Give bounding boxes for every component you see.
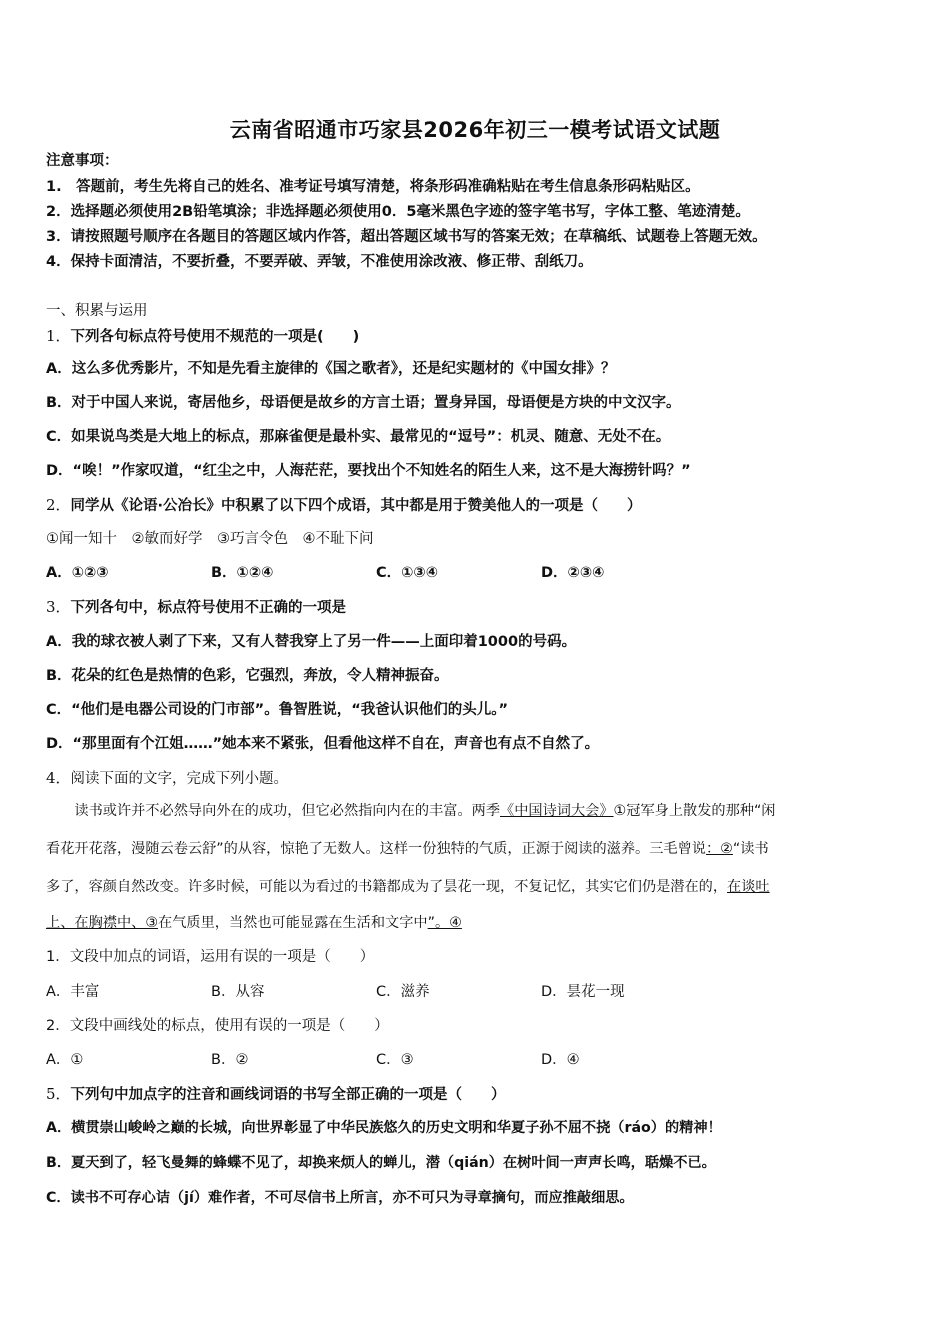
passage-line	[46, 839, 769, 859]
passage-text: 在气质里，当然也可能显露在生活和文字中	[158, 915, 428, 931]
question-3	[46, 597, 346, 618]
option-c: C．滋养	[376, 984, 430, 1000]
question-stem: 同学从《论语·公冶长》中积累了以下四个成语，其中都是用于赞美他人的一项是（ ）	[70, 498, 642, 514]
question-stem: 阅读下面的文字，完成下列小题。	[70, 771, 289, 787]
question-stem: 下列句中加点字的注音和画线词语的书写全部正确的一项是（ ）	[70, 1087, 506, 1103]
option-b: B．②	[211, 1052, 249, 1068]
option-a: A．丰富	[46, 984, 100, 1000]
option-d: D．②③④	[541, 565, 605, 581]
question-stem: 下列各句中，标点符号使用不正确的一项是	[70, 600, 347, 616]
question-1	[46, 326, 359, 347]
passage-text: 多了，容颜自然改变。许多时候，可能以为看过的书籍都成为了昙花一现，不复记忆，其实它们仍是潜在的，	[46, 879, 728, 895]
passage-line	[46, 913, 462, 933]
passage-underline: 上、在胸襟中、③	[46, 915, 159, 931]
question-number: 4．	[46, 769, 71, 787]
passage-underline: ”。④	[427, 915, 462, 931]
question-number: 5．	[46, 1085, 71, 1103]
option-c: C．读书不可存心诘（jí）难作者，不可尽信书上所言，亦不可只为寻章摘句，而应推敲细思。	[46, 1190, 634, 1206]
option-d: D．④	[541, 1052, 580, 1068]
option-c: C．③	[376, 1052, 414, 1068]
passage-text: ①冠军身上散发的那种“闲	[613, 803, 776, 819]
option-b: B．夏天到了，轻飞曼舞的蜂蝶不见了，却换来烦人的蝉儿，潜（qián）在树叶间一声声长鸣，聒燥不已。	[46, 1155, 716, 1171]
question-4	[46, 768, 288, 789]
notice-item: 1. 答题前，考生先将自己的姓名、准考证号填写清楚，将条形码准确粘贴在考生信息条形码粘贴区。	[46, 179, 700, 195]
sub-question-2: 2．文段中画线处的标点，使用有误的一项是（ ）	[46, 1018, 389, 1034]
option-c: C．①③④	[376, 565, 438, 581]
passage-underline: ：②	[705, 841, 733, 857]
passage-text: “读书	[732, 841, 769, 857]
notice-item: 4．保持卡面清洁，不要折叠，不要弄破、弄皱，不准使用涂改液、修正带、刮纸刀。	[46, 254, 593, 270]
option-a: A．这么多优秀影片，不知是先看主旋律的《国之歌者》，还是纪实题材的《中国女排》？	[46, 361, 616, 377]
question-number: 2．	[46, 496, 71, 514]
option-b: B．花朵的红色是热情的色彩，它强烈，奔放，令人精神振奋。	[46, 668, 449, 684]
question-number: 1．	[46, 327, 71, 345]
option-b: B．对于中国人来说，寄居他乡，母语便是故乡的方言土语；置身异国，母语便是方块的中文汉字。	[46, 395, 681, 411]
notice-heading: 注意事项：	[46, 153, 119, 169]
question-2	[46, 495, 642, 516]
sub-question-1: 1．文段中加点的词语，运用有误的一项是（ ）	[46, 949, 375, 965]
passage-line	[46, 877, 770, 897]
option-d: D．“唉！”作家叹道，“红尘之中，人海茫茫，要找出个不知姓名的陌生人来，这不是大海捞针吗？”	[46, 463, 691, 479]
question-number: 3．	[46, 598, 71, 616]
question-stem: 下列各句标点符号使用不规范的一项是( )	[70, 329, 360, 345]
page-title: 云南省昭通市巧家县2026年初三一模考试语文试题	[229, 118, 721, 142]
option-c: C．“他们是电器公司设的门市部”。鲁智胜说，“我爸认识他们的头儿。”	[46, 702, 509, 718]
option-b: B．①②④	[211, 565, 274, 581]
passage-text: 看花开花落，漫随云卷云舒”的从容，惊艳了无数人。这样一份独特的气质，正源于阅读的滋养。三毛曾说	[46, 841, 706, 857]
option-d: D．昙花一现	[541, 984, 625, 1000]
passage-underline: 在谈吐	[727, 879, 770, 895]
notice-item: 3．请按照题号顺序在各题目的答题区域内作答，超出答题区域书写的答案无效；在草稿纸、试题卷上答题无效。	[46, 229, 767, 245]
option-a: A．横贯崇山峻岭之巅的长城，向世界彰显了中华民族悠久的历史文明和华夏子孙不屈不挠（ráo）的精神！	[46, 1120, 722, 1136]
passage-underline: 《中国诗词大会》	[500, 803, 614, 819]
idiom-list: ①闻一知十 ②敏而好学 ③巧言令色 ④不耻下问	[46, 531, 374, 547]
option-a: A．①②③	[46, 565, 109, 581]
option-d: D．“那里面有个江姐……”她本来不紧张，但看他这样不自在，声音也有点不自然了。	[46, 736, 600, 752]
question-5	[46, 1084, 506, 1105]
passage-line	[46, 801, 775, 821]
passage-text: 读书或许并不必然导向外在的成功，但它必然指向内在的丰富。两季	[46, 803, 501, 819]
option-a: A．我的球衣被人剥了下来，又有人替我穿上了另一件——上面印着1000的号码。	[46, 634, 577, 650]
option-a: A．①	[46, 1052, 84, 1068]
section-heading: 一、积累与运用	[46, 303, 148, 319]
option-b: B．从容	[211, 984, 265, 1000]
notice-item: 2．选择题必须使用2B铅笔填涂；非选择题必须使用0．5毫米黑色字迹的签字笔书写，字体工整、笔迹清楚。	[46, 204, 750, 220]
option-c: C．如果说鸟类是大地上的标点，那麻雀便是最朴实、最常见的“逗号”：机灵、随意、无处不在。	[46, 429, 671, 445]
